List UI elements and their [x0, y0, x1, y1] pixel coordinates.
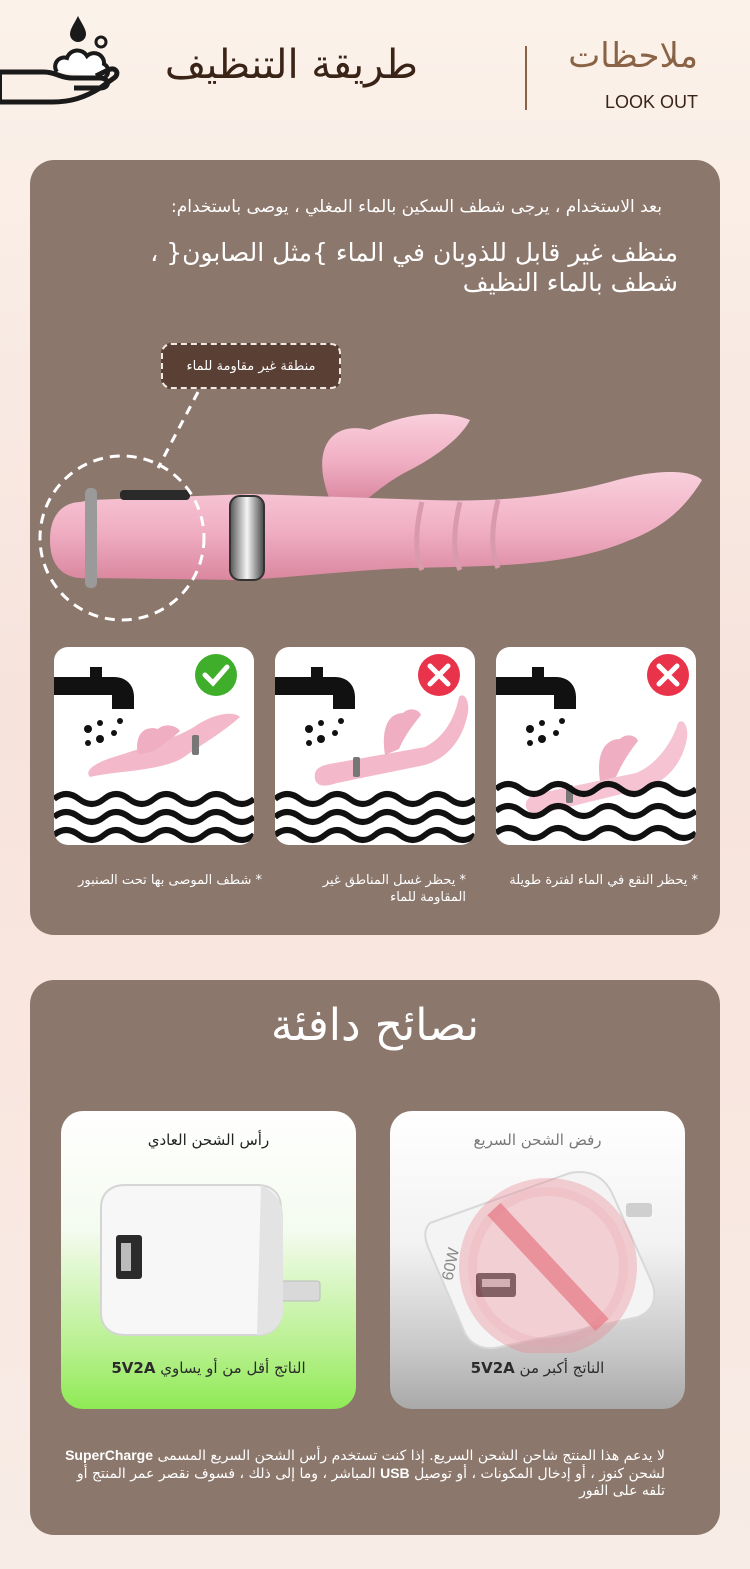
washing-hands-icon	[0, 14, 130, 114]
normal-charger-label: رأس الشحن العادي	[147, 1131, 270, 1149]
warning-part-1: لا يدعم هذا المنتج شاحن الشحن السريع. إذا كنت تستخدم رأس الشحن السريع المسمى	[153, 1448, 665, 1464]
normal-charger-output	[61, 1359, 356, 1377]
wash-non-waterproof-card	[275, 647, 475, 845]
cleaning-intro: بعد الاستخدام ، يرجى شطف السكين بالماء المغلي ، يوصى باستخدام:	[170, 197, 662, 217]
wash-handle-illustration	[275, 647, 475, 845]
product-illustration	[30, 390, 720, 640]
normal-charger-output-prefix: الناتج أقل من أو يساوي	[155, 1359, 306, 1377]
supercharge-label: SuperCharge	[65, 1447, 154, 1463]
fast-charger-output	[390, 1359, 685, 1377]
tap-rinse-illustration	[54, 647, 254, 845]
warning-part-3: المباشر ، وما إلى ذلك ، فسوف نقصر عمر المنتج أو تلفه على الفور	[76, 1466, 665, 1499]
fast-charging-warning	[60, 1447, 665, 1500]
soaking-illustration	[496, 647, 696, 845]
rinse-under-tap-card	[54, 647, 254, 845]
usb-label: USB	[380, 1465, 410, 1481]
notes-subtitle: LOOK OUT	[604, 92, 698, 112]
caption-rinse: * شطف الموصى بها تحت الصنبور	[78, 873, 262, 888]
check-icon	[195, 654, 237, 696]
charger-wattage-label: 60W	[439, 1246, 464, 1283]
fast-charger-card	[390, 1111, 685, 1409]
cleaning-instructions	[38, 238, 678, 298]
header-divider	[525, 46, 527, 110]
cleaning-method-title: طريقة التنظيف	[164, 42, 418, 88]
normal-charger-image	[61, 1163, 356, 1353]
fast-charger-label: رفض الشحن السريع	[473, 1131, 602, 1149]
normal-charger-card	[61, 1111, 356, 1409]
notes-title: ملاحظات	[568, 36, 698, 76]
fast-charger-output-prefix: الناتج أكبر من	[514, 1359, 605, 1377]
normal-charger-output-value: 5V2A	[111, 1359, 156, 1377]
caption-soak-forbidden: * يحظر النقع في الماء لفترة طويلة	[509, 873, 698, 888]
cleaning-instruction-line-1: منظف غير قابل للذوبان في الماء }مثل الصابون{ ،	[150, 238, 678, 267]
prohibited-icon	[468, 1187, 628, 1347]
fast-charger-image	[390, 1163, 685, 1353]
tips-title: نصائح دافئة	[270, 1000, 480, 1051]
fast-charger-output-value: 5V2A	[470, 1359, 515, 1377]
caption-wash-forbidden: * يحظر غسل المناطق غير المقاومة للماء	[322, 873, 466, 905]
warning-part-2: لشحن كنوز ، أو إدخال المكونات ، أو توصيل	[409, 1466, 665, 1482]
cleaning-instruction-line-2: شطف بالماء النظيف	[462, 268, 678, 297]
no-soaking-card	[496, 647, 696, 845]
non-waterproof-zone-label: منطقة غير مقاومة للماء	[161, 343, 341, 389]
